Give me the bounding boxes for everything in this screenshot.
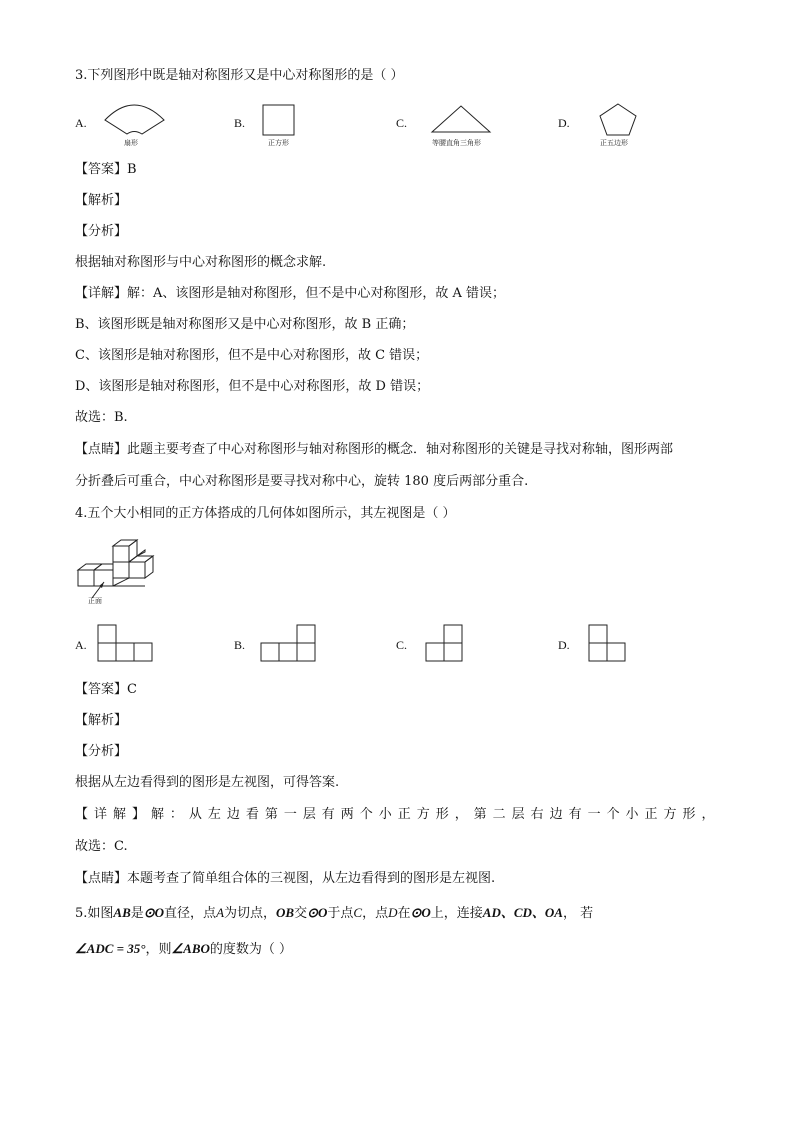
regular-pentagon-figure xyxy=(598,102,638,136)
q3-option-b-label: B. xyxy=(234,116,246,130)
q4-detail-char: 解 xyxy=(150,807,164,822)
q4-detail-char: 个 xyxy=(359,807,373,822)
q4-detail-line-1 xyxy=(75,805,715,825)
q3-comment-line-2: 分折叠后可重合，中心对称图形是要寻找对称中心，旋转 180 度后两部分重合. xyxy=(75,474,529,489)
q4-detail-char: 小 xyxy=(625,807,639,822)
q3-answer: 【答案】B xyxy=(75,162,137,177)
q4-detail-char: ， xyxy=(701,807,715,822)
q4-option-a-figure xyxy=(97,624,155,664)
q5-text: 直径，点 xyxy=(164,906,217,921)
q4-detail-char: 有 xyxy=(321,807,335,822)
q3-detail-line-3: C、该图形是轴对称图形，但不是中心对称图形，故 C 错误； xyxy=(75,348,429,363)
q4-detail-char: 层 xyxy=(511,807,525,822)
point-a: A xyxy=(216,905,225,920)
q3-detail-line-2: B、该图形既是轴对称图形又是中心对称图形，故 B 正确； xyxy=(75,317,415,332)
angle-adc: ∠ADC = 35° xyxy=(75,941,146,956)
q4-detail-char: 】 xyxy=(131,807,145,822)
q4-detail-char: ： xyxy=(169,807,183,822)
q4-option-b-figure xyxy=(260,624,318,664)
q3-detail-line-5: 故选：B. xyxy=(75,410,128,425)
circle-o: ⊙O xyxy=(307,905,328,920)
angle-abo: ∠ABO xyxy=(171,941,210,956)
q3-option-a-label: A. xyxy=(75,116,87,130)
q4-detail-char: 看 xyxy=(245,807,259,822)
q4-question: 4.五个大小相同的正方体搭成的几何体如图所示，其左视图是（ ） xyxy=(75,506,456,521)
q4-fenxi-heading: 【分析】 xyxy=(75,744,128,759)
q4-detail-char: 方 xyxy=(416,807,430,822)
q4-detail-char: 从 xyxy=(188,807,202,822)
q3-option-b-caption: 正方形 xyxy=(268,139,289,147)
q4-fenxi: 根据从左边看得到的图形是左视图，可得答案. xyxy=(75,775,340,790)
circle-o: ⊙O xyxy=(143,905,165,920)
cube-stack-figure xyxy=(74,538,154,598)
q4-detail-char: 一 xyxy=(587,807,601,822)
point-c: C xyxy=(353,905,363,920)
q4-option-d-label: D. xyxy=(558,638,570,652)
q4-detail-char: 第 xyxy=(264,807,278,822)
q4-detail-char: 详 xyxy=(93,807,107,822)
segment-ab: AB xyxy=(113,905,131,920)
q4-detail-char: 层 xyxy=(302,807,316,822)
q4-option-d-figure xyxy=(588,624,628,664)
q4-detail-char: 两 xyxy=(340,807,354,822)
q4-detail-char: 正 xyxy=(644,807,658,822)
q4-detail-char: 第 xyxy=(473,807,487,822)
isosceles-right-triangle-figure xyxy=(430,104,492,134)
q3-fenxi: 根据轴对称图形与中心对称图形的概念求解. xyxy=(75,255,327,270)
q3-option-c-caption: 等腰直角三角形 xyxy=(432,139,481,147)
q4-detail-char: ， xyxy=(454,807,468,822)
q5-text: 于点 xyxy=(327,906,354,921)
q4-detail-char: 有 xyxy=(568,807,582,822)
q4-option-c-figure xyxy=(425,624,465,664)
q5-text: ，点 xyxy=(362,906,389,921)
q4-detail-char: 边 xyxy=(226,807,240,822)
q5-question-line-2 xyxy=(75,939,292,960)
q5-text: 交 xyxy=(294,906,308,921)
q4-detail-char: 一 xyxy=(283,807,297,822)
square-figure xyxy=(262,104,296,136)
q3-option-d-caption: 正五边形 xyxy=(600,139,628,147)
q3-option-d-label: D. xyxy=(558,116,570,130)
q3-fenxi-heading: 【分析】 xyxy=(75,224,128,239)
q5-text: 的度数为（ ） xyxy=(209,942,293,957)
q3-option-a-caption: 扇形 xyxy=(124,139,138,147)
q4-option-b-label: B. xyxy=(234,638,246,652)
front-view-label: 正面 xyxy=(88,597,102,605)
segment-ob: OB xyxy=(276,905,295,920)
q4-analysis-heading: 【解析】 xyxy=(75,713,128,728)
q3-analysis-heading: 【解析】 xyxy=(75,193,128,208)
q4-option-a-label: A. xyxy=(75,638,87,652)
q4-detail-char: 方 xyxy=(663,807,677,822)
q5-question-line-1 xyxy=(75,903,593,924)
q4-detail-char: 正 xyxy=(397,807,411,822)
q3-option-c-label: C. xyxy=(396,116,408,130)
q4-detail-char: 解 xyxy=(112,807,126,822)
q4-detail-char: 形 xyxy=(435,807,449,822)
q4-option-c-label: C. xyxy=(396,638,408,652)
q4-detail-line-2: 故选：C. xyxy=(75,839,128,854)
segments-ad-cd-oa: AD、CD、OA xyxy=(482,905,563,920)
fan-shape-figure xyxy=(100,98,170,140)
circle-o: ⊙O xyxy=(410,905,431,920)
q4-detail-char: 左 xyxy=(207,807,221,822)
q4-answer: 【答案】C xyxy=(75,682,137,697)
q3-detail-line-1: 【详解】解：A、该图形是轴对称图形，但不是中心对称图形，故 A 错误； xyxy=(75,286,506,301)
q5-text: 上，连接 xyxy=(430,906,483,921)
point-d: D xyxy=(388,905,398,920)
q3-comment-line-1: 【点睛】此题主要考查了中心对称图形与轴对称图形的概念．轴对称图形的关键是寻找对称轴，图形两部 xyxy=(75,442,674,457)
q4-detail-char: 【 xyxy=(75,807,89,822)
q3-detail-line-4: D、该图形是轴对称图形，但不是中心对称图形，故 D 错误； xyxy=(75,379,430,394)
q4-detail-char: 边 xyxy=(549,807,563,822)
q4-detail-char: 二 xyxy=(492,807,506,822)
q5-text: 是 xyxy=(130,906,144,921)
q4-detail-char: 右 xyxy=(530,807,544,822)
q5-text: ，则 xyxy=(145,942,172,957)
q5-text: 在 xyxy=(397,906,411,921)
q5-text: ， 若 xyxy=(562,906,594,921)
q4-detail-char: 个 xyxy=(606,807,620,822)
q4-comment: 【点睛】本题考查了简单组合体的三视图，从左边看得到的图形是左视图. xyxy=(75,871,496,886)
q4-detail-char: 形 xyxy=(682,807,696,822)
q3-question: 3.下列图形中既是轴对称图形又是中心对称图形的是（ ） xyxy=(75,68,404,83)
q4-detail-char: 小 xyxy=(378,807,392,822)
q5-text: 为切点， xyxy=(224,906,277,921)
q5-text: 5.如图 xyxy=(75,906,114,921)
